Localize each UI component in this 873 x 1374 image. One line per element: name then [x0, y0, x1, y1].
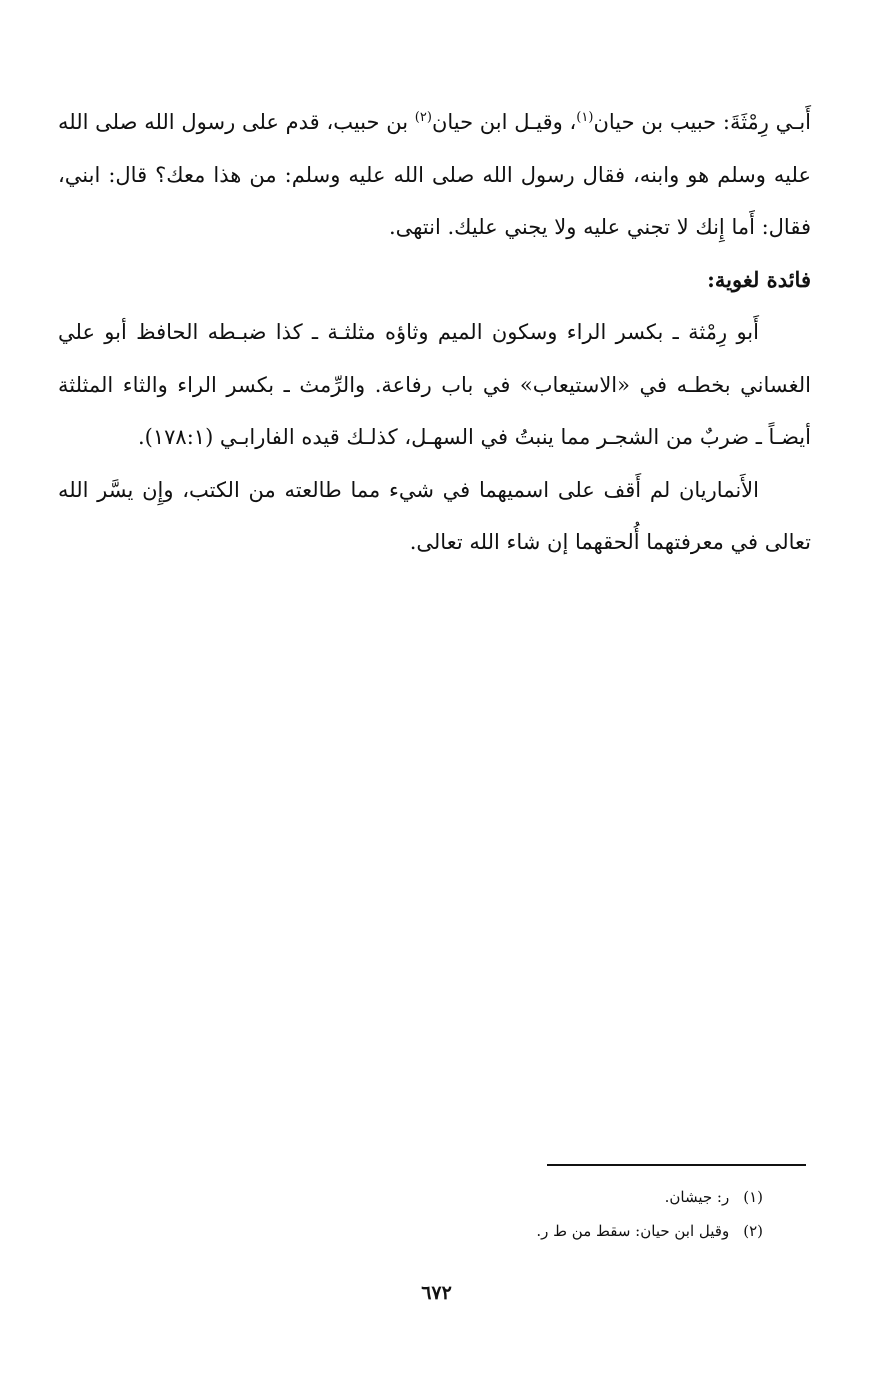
footnote-1 — [536, 1180, 763, 1214]
footnote-divider — [547, 1164, 806, 1166]
footnote-2-text: وقيل ابن حيان: سقط من ط ر. — [536, 1222, 730, 1240]
section-heading: فائدة لغوية: — [707, 266, 811, 292]
paragraph-1-part-3: بن حبيب، قدم على رسول الله صلى الله عليه وسلم هو وابنه، فقال رسول الله صلى الله عليه وسلم: من هذا معك؟ قال: ابني، فقال: أَما إِنك لا تجني عليه ولا يجني عليك. انتهى. — [58, 110, 811, 239]
footnote-ref-2: (٢) — [414, 110, 432, 125]
paragraph-1-part-2: ، وقيـل ابن حيان — [431, 110, 577, 134]
paragraph-2: أَبو رِمْثة ـ بكسر الراء وسكون الميم وثاؤه مثلثـة ـ كذا ضبـطه الحافظ أبو علي الغساني بخطـه في «الاستيعاب» في باب رفاعة. والرِّمث ـ بكسر الراء والثاء المثلثة أيضـاً ـ ضربٌ من الشجـر مما ينبتُ في السهـل، كذلـك قيده الفارابـي (١٧٨:١). — [58, 320, 811, 449]
footnotes — [536, 1180, 763, 1248]
footnote-2-number: (٢) — [743, 1222, 763, 1240]
paragraph-3: الأَنماريان لم أَقف على اسميهما في شيء مما طالعته من الكتب، وإِن يسَّر الله تعالى في معرفتهما أُلحقهما إن شاء الله تعالى. — [58, 477, 811, 554]
footnote-1-text: ر: جيشان. — [664, 1188, 730, 1206]
footnote-1-number: (١) — [743, 1188, 763, 1206]
paragraph-1 — [58, 96, 811, 254]
page-number: ٦٧٢ — [421, 1282, 452, 1304]
footnote-2 — [536, 1214, 763, 1248]
paragraph-1-part-1: أَبـي رِمْثَةَ: حبيب بن حيان — [593, 110, 812, 134]
main-text — [58, 96, 811, 569]
footnote-ref-1: (١) — [576, 110, 594, 125]
